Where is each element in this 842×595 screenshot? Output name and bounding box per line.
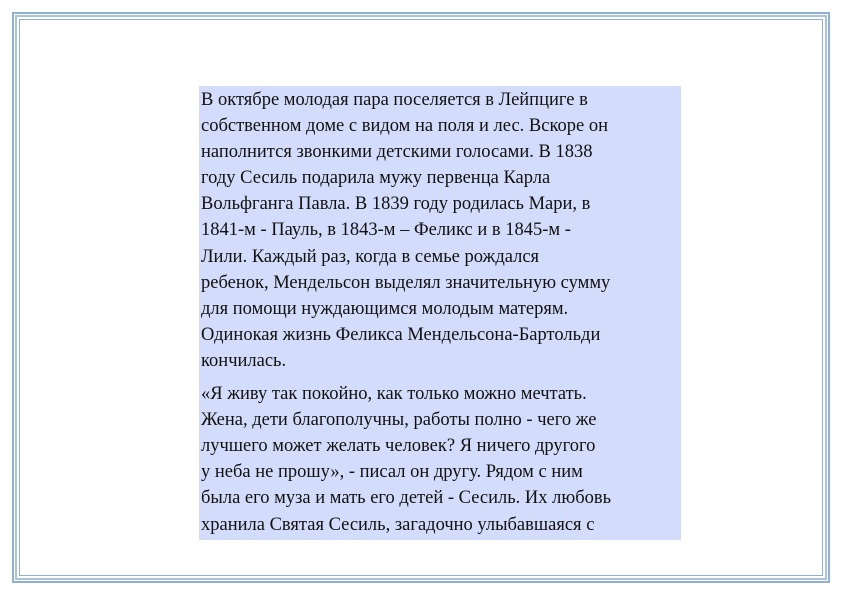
paragraph-2: «Я живу так покойно, как только можно мечтать. Жена, дети благополучны, работы полно - чего же лучшего может желать человек? Я ничего другого у неба не прошу», - писал он другу. Рядом с ним была его муза и мать его детей - Сесиль. Их любовь хранила Святая Сесиль, загадочно улыбавшаяся с xyxy=(201,384,612,535)
paragraph-1: В октябре молодая пара поселяется в Лейпциге в собственном доме с видом на поля и лес. Вскоре он наполнится звонкими детскими голосами. В 1838 году Сесиль подарила мужу первенца Карла Вольфганга Павла. В 1839 году родилась Мари, в 1841-м - Пауль, в 1843-м – Феликс и в 1845-м - Лили. Каждый раз, когда в семье рождался ребенок, Мендельсон выделял значительную сумму для помощи нуждающимся молодым матерям. Одинокая жизнь Феликса Мендельсона-Бартольди кончилась. xyxy=(201,90,611,371)
text-box xyxy=(199,86,681,540)
